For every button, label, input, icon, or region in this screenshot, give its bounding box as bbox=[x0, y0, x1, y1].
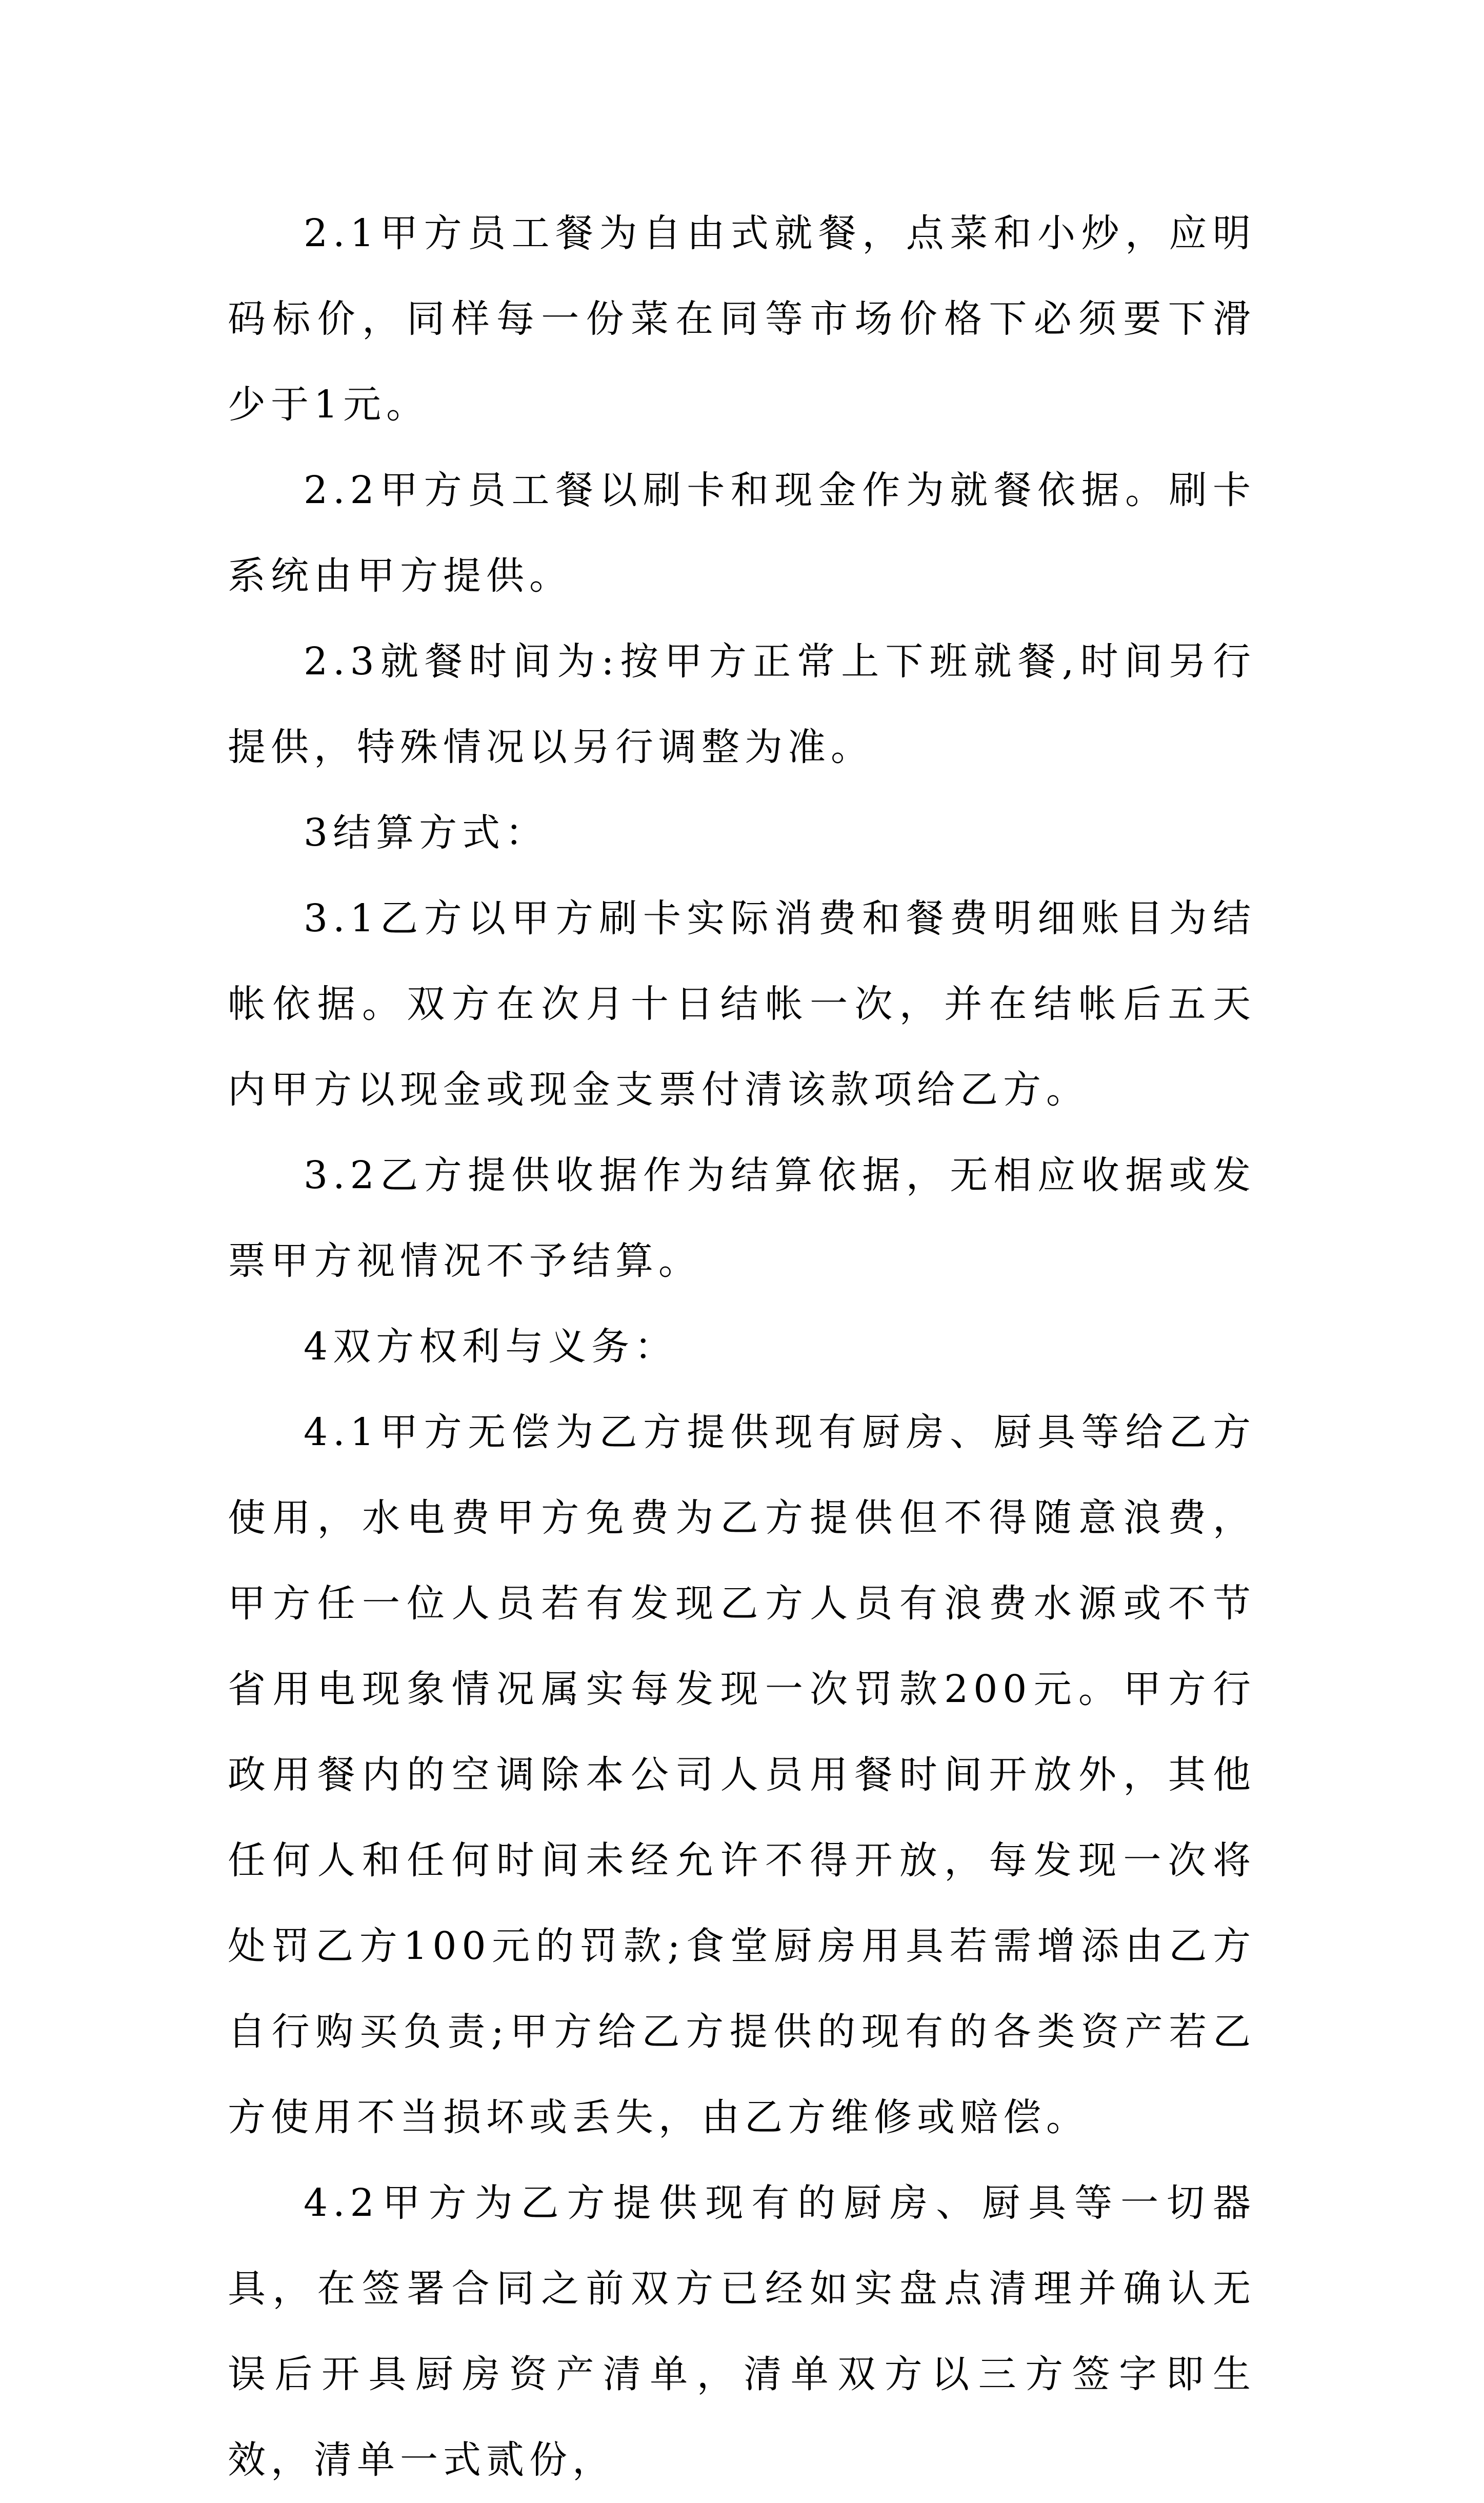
paragraph-4-2: 4.2甲方为乙方提供现有的厨房、厨具等一切器具，在签署合同之前双方已经如实盘点清理并确认无误后开具厨房资产清单，清单双方以三方签字即生效，清单一式贰份， bbox=[228, 2181, 1256, 2482]
paragraph-4-1: 4.1甲方无偿为乙方提供现有厨房、厨具等给乙方使用，水电费甲方免费为乙方提供但不得随意浪费，甲方任一位人员若有发现乙方人员有浪费水源或不节省用电现象情况属实每发现一次罚款200元。甲方行政用餐内的空调除本公司人员用餐时间开放外，其他任何人和任何时间未经允许不得开放，每发现一次将处罚乙方100元的罚款;食堂厨房用具若需增添由乙方自行购买负责;甲方给乙方提供的现有的各类资产若乙方使用不当损坏或丢失，由乙方维修或赔偿。 bbox=[228, 1410, 1256, 2139]
paragraph-3-1: 3.1乙方以甲方刷卡实际消费和餐费明细账目为结帐依据。双方在次月十日结帐一次，并在结帐后五天内甲方以现金或现金支票付清该款项给乙方。 bbox=[228, 896, 1256, 1112]
section-heading-4: 4双方权利与义务： bbox=[304, 1325, 678, 1369]
paragraph-2-1: 2.1甲方员工餐为自由式就餐，点菜和小炒，应明码标价，同样每一份菜在同等市场价格下必须要下滑少于1元。 bbox=[228, 211, 1256, 427]
paragraph-2-2: 2.2甲方员工餐以刷卡和现金作为就餐依据。刷卡系统由甲方提供。 bbox=[228, 468, 1256, 598]
paragraph-2-3: 2.3就餐时间为:按甲方正常上下班就餐,时间另行提供，特殊情况以另行调整为准。 bbox=[228, 639, 1256, 769]
paragraph-3-2: 3.2乙方提供收据作为结算依据，无相应收据或发票甲方视情况不予结算。 bbox=[228, 1153, 1256, 1283]
section-heading-3: 3结算方式： bbox=[304, 811, 549, 855]
document-body bbox=[228, 191, 1256, 2503]
